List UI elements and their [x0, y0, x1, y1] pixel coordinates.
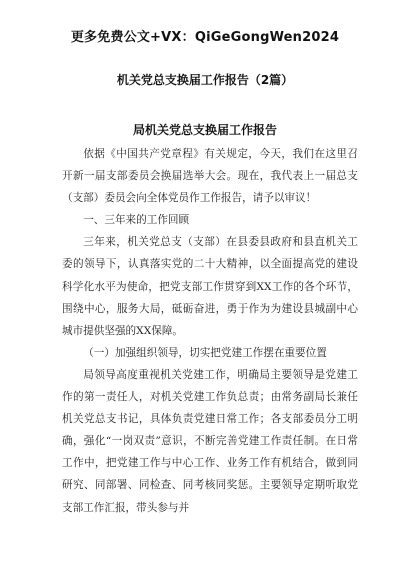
paragraph-summary: 三年来，机关党总支（支部）在县委县政府和县直机关工委的领导下，认真落实党的二十大精神，以全面提高党的建设科学化水平为使命，把党支部工作贯穿到XX工作的各个环节，围绕中心，服务大局，砥砺奋进，勇于作为为建设县城副中心城市提供坚强的XX保障。	[62, 236, 358, 337]
section-title: 局机关党总支换届工作报告	[132, 123, 277, 137]
paragraph-leadership: 局领导高度重视机关党建工作，明确局主要领导是党建工作的第一责任人，对机关党建工作负总责；由常务副局长兼任机关党总支书记，具体负责党建日常工作；各支部委员分工明确，强化“一岗双责”意识，不断完善党建工作责任制。在日常工作中，把党建工作与中心工作、业务工作有机结合，做到同研究、同部署、同检查、同考核同奖惩。主要领导定期听取党支部工作汇报，带头参与并	[62, 368, 358, 514]
document-title: 机关党总支换届工作报告（2篇）	[116, 73, 294, 87]
subheading-leadership: （一）加强组织领导，切实把党建工作摆在重要位置	[83, 346, 327, 359]
paragraph-intro: 依据《中国共产党章程》有关规定，今天，我们在这里召开新一届支部委员会换届选举大会。现在，我代表上一届总支（支部）委员会向全体党员作工作报告，请予以审议！	[62, 148, 358, 205]
promo-banner: 更多免费公文+VX：QiGeGongWen2024	[70, 30, 340, 45]
document-body	[62, 143, 358, 519]
heading-review: 一、三年来的工作回顾	[83, 214, 190, 227]
